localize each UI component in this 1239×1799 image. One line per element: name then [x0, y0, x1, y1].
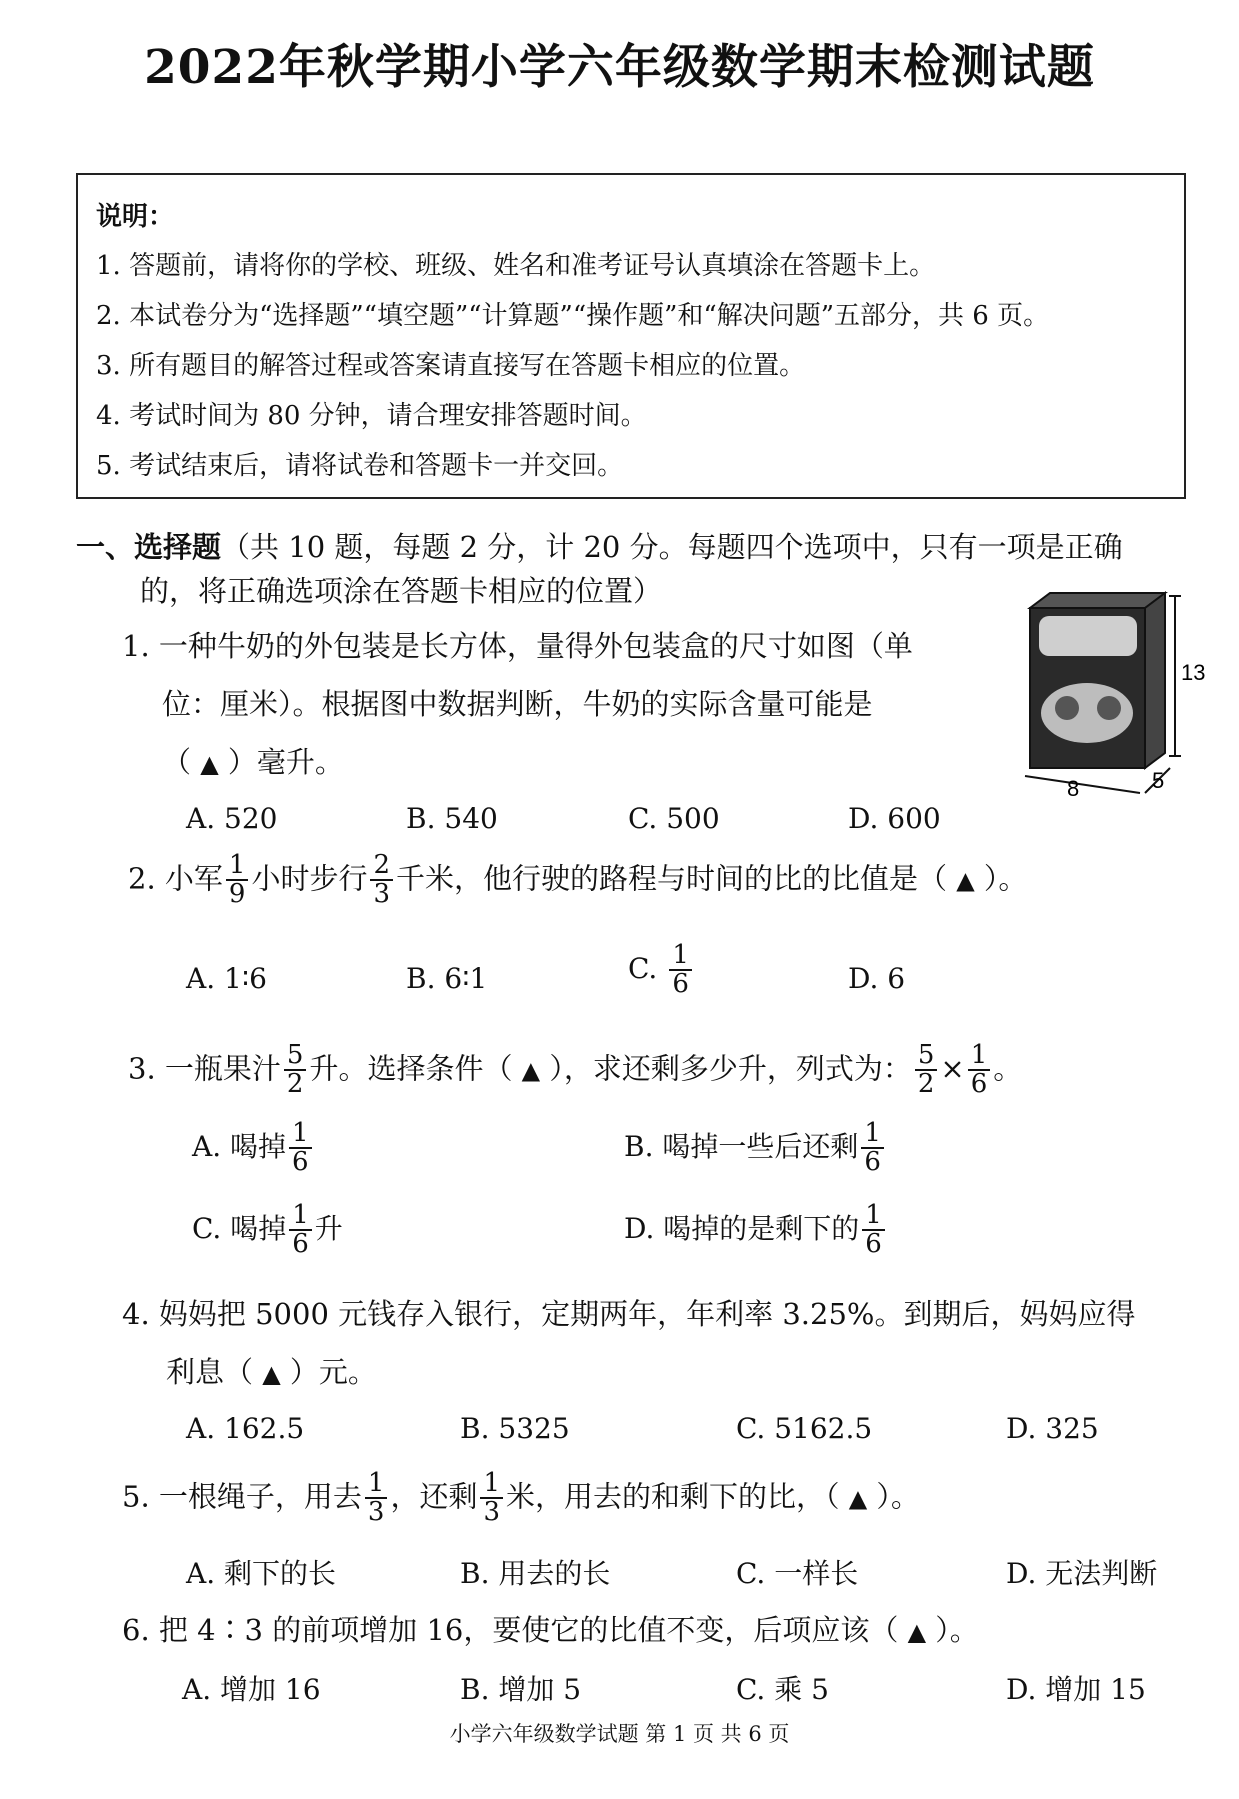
q2-text-mid: 小时步行 [251, 861, 368, 896]
answer-marker: ▲ [907, 1618, 927, 1646]
q3-expr-frac-1: $\frac{5}{2}$ [915, 1042, 938, 1099]
page-footer: 小学六年级数学试题 第 1 页 共 6 页 [449, 1722, 790, 1746]
question-2 [128, 852, 1027, 909]
q2-text-end: ）。 [983, 861, 1028, 896]
q1-option-d: D. 600 [848, 802, 941, 835]
question-1-line-2: 位：厘米）。根据图中数据判断，牛奶的实际含量可能是 [162, 687, 873, 721]
paren-close: ）毫升。 [227, 745, 344, 779]
section-heading [76, 525, 1123, 566]
q6-option-b: B. 增加 5 [460, 1673, 582, 1706]
milk-box-figure [1005, 588, 1206, 803]
q3-text-post: ），求还剩多少升，列式为： [549, 1051, 912, 1086]
section-number: 一、 [76, 530, 135, 564]
paren-open: （ [162, 745, 192, 779]
page-title: 2022年秋学期小学六年级数学期末检测试题 [144, 40, 1095, 95]
q2-text-pre: 2. 小军 [128, 861, 223, 896]
question-4-line-1: 4. 妈妈把 5000 元钱存入银行，定期两年，年利率 3.25%。到期后，妈妈应得 [122, 1297, 1136, 1331]
q2-option-b: B. 6∶1 [406, 962, 488, 995]
instruction-item: 3. 所有题目的解答过程或答案请直接写在答题卡相应的位置。 [96, 351, 806, 381]
q3-expr-frac-2: $\frac{1}{6}$ [968, 1042, 991, 1099]
question-6: 6. 把 4∶3 的前项增加 16，要使它的比值不变，后项应该（ ▲ ）。 [122, 1613, 979, 1647]
q2-option-a: A. 1∶6 [186, 962, 267, 995]
q2-option-c: C. $\frac{1}{6}$ [628, 942, 695, 999]
q4-option-d: D. 325 [1006, 1412, 1099, 1445]
q1-option-c: C. 500 [628, 802, 720, 835]
q1-option-b: B. 540 [406, 802, 498, 835]
q6-option-c: C. 乘 5 [736, 1673, 829, 1706]
q4-option-c: C. 5162.5 [736, 1412, 873, 1445]
answer-marker: ▲ [200, 750, 219, 778]
q5-option-a: A. 剩下的长 [186, 1557, 337, 1590]
width-label: 5 [1152, 768, 1165, 793]
question-4-line-2: 利息（ ▲ ）元。 [166, 1355, 377, 1389]
q5-option-d: D. 无法判断 [1006, 1557, 1158, 1590]
q2-fraction-distance: $\frac{2}{3}$ [370, 852, 393, 909]
q6-option-d: D. 增加 15 [1006, 1673, 1146, 1706]
question-1-line-3 [162, 740, 344, 781]
instructions-heading: 说明： [96, 202, 175, 232]
height-label: 13 [1181, 660, 1206, 685]
question-1-line-1: 1. 一种牛奶的外包装是长方体，量得外包装盒的尺寸如图（单 [122, 629, 913, 663]
length-label: 8 [1067, 776, 1080, 801]
q3-fraction-volume: $\frac{5}{2}$ [284, 1042, 307, 1099]
q2-option-d: D. 6 [848, 962, 906, 995]
instruction-item: 5. 考试结束后，请将试卷和答题卡一并交回。 [96, 451, 624, 481]
answer-marker: ▲ [956, 866, 975, 895]
question-3: 3. 一瓶果汁 $\frac{5}{2}$ 升。选择条件（ ▲ ），求还剩多少升，列式为： $\frac{5}{2}$ × $\frac{1}{6}$ 。 [128, 1040, 1023, 1100]
q2-text-post: 千米，他行驶的路程与时间的比的比值是（ [396, 861, 948, 896]
q3-option-c: C. 喝掉 $\frac{1}{6}$ 升 [192, 1200, 343, 1260]
q6-option-a: A. 增加 16 [182, 1673, 321, 1706]
answer-marker: ▲ [521, 1056, 541, 1085]
answer-marker: ▲ [848, 1484, 868, 1513]
q5-option-b: B. 用去的长 [460, 1557, 611, 1590]
q3-option-a: A. 喝掉 $\frac{1}{6}$ [192, 1120, 315, 1177]
q3-option-d: D. 喝掉的是剩下的 $\frac{1}{6}$ [624, 1202, 888, 1259]
q5-option-c: C. 一样长 [736, 1557, 859, 1590]
question-5: 5. 一根绳子，用去 $\frac{1}{3}$ ，还剩 $\frac{1}{3}$ 米，用去的和剩下的比，（ ▲ ）。 [122, 1468, 920, 1528]
instruction-item: 2. 本试卷分为“选择题”“填空题”“计算题”“操作题”和“解决问题”五部分，共 6 页。 [96, 301, 1050, 331]
instruction-item: 1. 答题前，请将你的学校、班级、姓名和准考证号认真填涂在答题卡上。 [96, 251, 936, 281]
q3-text-mid: 升。选择条件（ [309, 1051, 513, 1086]
q2-fraction-time: $\frac{1}{9}$ [226, 852, 249, 909]
q3-option-b: B. 喝掉一些后还剩 $\frac{1}{6}$ [624, 1120, 887, 1177]
q1-option-a: A. 520 [186, 802, 278, 835]
answer-marker: ▲ [262, 1360, 281, 1388]
instruction-item: 4. 考试时间为 80 分钟，请合理安排答题时间。 [96, 401, 647, 431]
q4-option-a: A. 162.5 [186, 1412, 305, 1445]
section-name: 选择题 [134, 530, 222, 564]
q4-option-b: B. 5325 [460, 1412, 570, 1445]
section-desc: （共 10 题，每题 2 分，计 20 分。每题四个选项中，只有一项是正确 [221, 530, 1123, 564]
q3-text-pre: 3. 一瓶果汁 [128, 1051, 281, 1086]
times-sign: × [940, 1051, 965, 1086]
section-desc-2: 的，将正确选项涂在答题卡相应的位置） [140, 574, 663, 608]
